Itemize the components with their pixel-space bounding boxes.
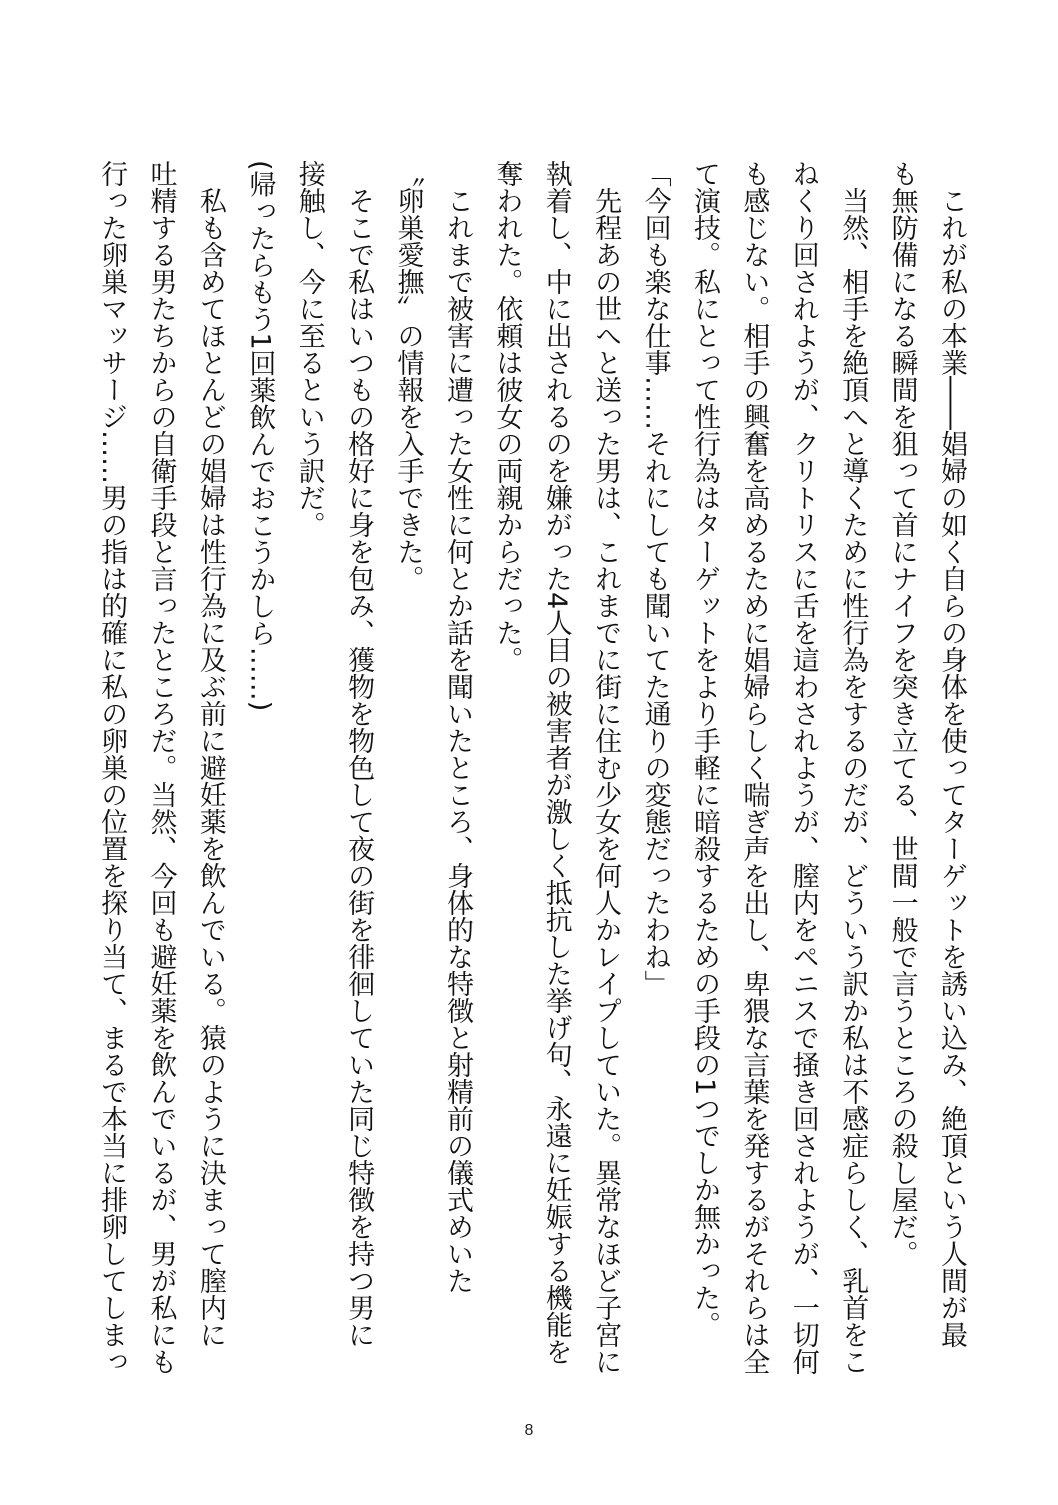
body-text xyxy=(87,160,976,1375)
text-line: 行った卵巣マッサージ……男の指は的確に私の卵巣の位置を探り当て、まるで本当に排卵してしまっ xyxy=(96,160,128,1375)
text-line: (帰ったらもう1回薬飲んでおこうかしら……) xyxy=(244,160,276,712)
text-line: 吐精する男たちからの自衛手段と言ったところだ。当然、今回も避妊薬を飲んでいるが、男が私にも xyxy=(145,160,177,1375)
text-line: そこで私はいつもの格好に身を包み、獲物を物色して夜の街を徘徊していた同じ特徴を持つ男に xyxy=(343,160,375,1348)
text-line: 「今回も楽な仕事……それにしても聞いてた通りの変態だったわね」 xyxy=(639,160,671,997)
text-line: 奪われた。依頼は彼女の両親からだった。 xyxy=(491,160,523,673)
page-number: 8 xyxy=(524,1422,534,1439)
text-line: も感じない。相手の興奮を高めるために娼婦らしく喘ぎ声を出し、卑猥な言葉を発するがそれらは全 xyxy=(738,160,770,1375)
text-line: これが私の本業――娼婦の如く自らの身体を使ってターゲットを誘い込み、絶頂という人間が最 xyxy=(936,160,967,1348)
text-line: これまで被害に遭った女性に何とか話を聞いたところ、身体的な特徴と射精前の儀式めいた xyxy=(441,160,473,1294)
text-line: 先程あの世へと送った男は、これまでに街に住む少女を何人かレイプしていた。異常なほど子宮に xyxy=(590,160,622,1375)
text-line: 〝卵巣愛撫〟の情報を入手できた。 xyxy=(392,160,424,592)
text-line: 執着し、中に出されるのを嫌がった4人目の被害者が激しく抵抗した挙げ句、永遠に妊娠する機能を xyxy=(540,160,572,1366)
text-line: 接触し、今に至るという訳だ。 xyxy=(293,160,325,538)
text-line: も無防備になる瞬間を狙って首にナイフを突き立てる、世間一般で言うところの殺し屋だ。 xyxy=(886,160,918,1267)
text-line: 私も含めてほとんどの娼婦は性行為に及ぶ前に避妊薬を飲んでいる。猿のように決まって膣内に xyxy=(194,160,226,1348)
text-line: 当然、相手を絶頂へと導くために性行為をするのだが、どういう訳か私は不感症らしく、乳首をこ xyxy=(837,160,869,1375)
text-line: ねくり回されようが、クリトリスに舌を這わされようが、膣内をペニスで掻き回されようが、一切何 xyxy=(787,160,819,1375)
text-line: て演技。私にとって性行為はターゲットをより手軽に暗殺するための手段の1つでしか無かった。 xyxy=(688,160,720,1339)
